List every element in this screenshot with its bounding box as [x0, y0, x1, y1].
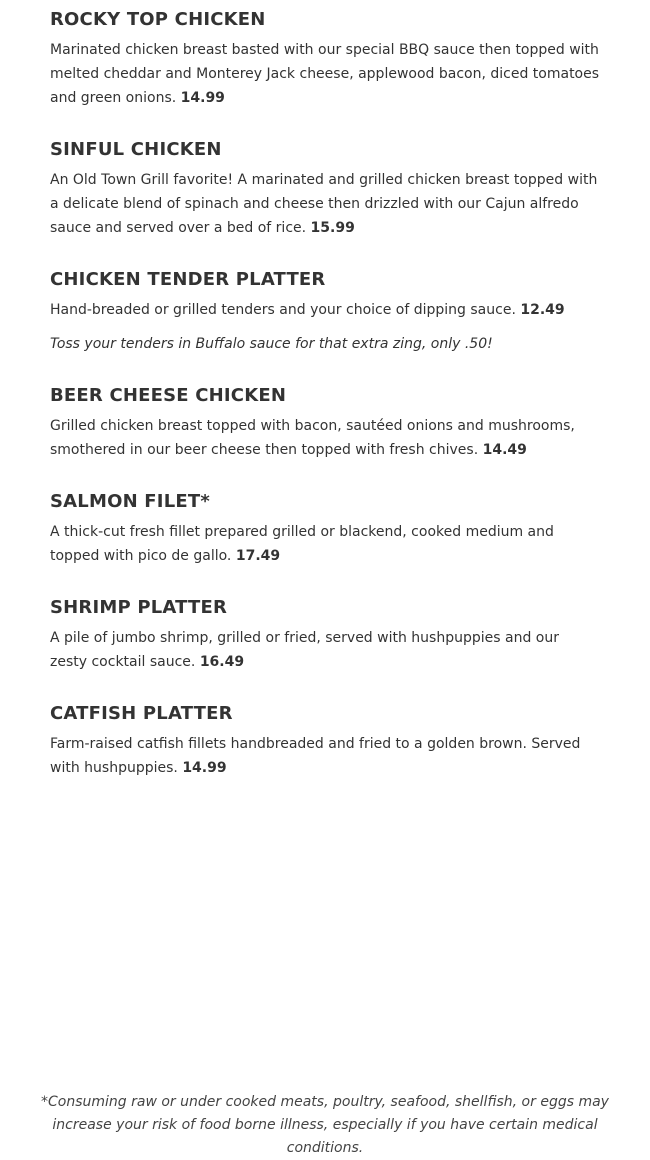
description-text: A pile of jumbo shrimp, grilled or fried, served with hushpuppies and our zesty cocktail sauce. — [50, 630, 559, 670]
menu-item-price: 12.49 — [520, 302, 565, 318]
menu-item-description — [50, 732, 600, 780]
description-text: Marinated chicken breast basted with our special BBQ sauce then topped with melted cheddar and Monterey Jack cheese, applewood bacon, diced tomatoes and green onions. — [50, 42, 600, 106]
menu-item-catfish-platter — [50, 702, 600, 780]
menu-item-description — [50, 38, 600, 110]
menu-item-beer-cheese-chicken — [50, 384, 600, 462]
menu-item-price: 14.49 — [482, 442, 527, 458]
menu-item-price: 14.99 — [180, 90, 225, 106]
menu-item-price: 16.49 — [199, 654, 245, 670]
menu-item-price: 15.99 — [310, 220, 355, 236]
menu-item-rocky-top-chicken — [50, 8, 600, 110]
menu-item-description — [50, 414, 600, 462]
menu-item-price: 17.49 — [235, 548, 281, 564]
menu-item-title: SALMON FILET* — [50, 491, 210, 512]
menu-item-price: 14.99 — [182, 760, 227, 776]
menu-item-salmon-filet — [50, 490, 600, 568]
menu-item-title: SHRIMP PLATTER — [50, 597, 228, 618]
menu-item-title: CATFISH PLATTER — [50, 703, 233, 724]
description-text: A thick-cut fresh fillet prepared grilled or blackend, cooked medium and topped with pico de gallo. — [50, 524, 554, 564]
menu-item-title: BEER CHEESE CHICKEN — [50, 385, 287, 406]
description-text: An Old Town Grill favorite! A marinated and grilled chicken breast topped with a delicate blend of spinach and cheese then drizzled with our Cajun alfredo sauce and served over a bed of rice. — [50, 172, 598, 236]
description-text: Hand-breaded or grilled tenders and your choice of dipping sauce. — [50, 302, 516, 318]
description-text: Farm-raised catfish fillets handbreaded and fried to a golden brown. Served with hushpuppies. — [50, 736, 581, 776]
menu-item-chicken-tender-platter — [50, 268, 600, 356]
menu-item-title: ROCKY TOP CHICKEN — [50, 9, 266, 30]
description-text: Grilled chicken breast topped with bacon, sautéed onions and mushrooms, smothered in our beer cheese then topped with fresh chives. — [50, 418, 575, 458]
menu-item-title: SINFUL CHICKEN — [50, 139, 222, 160]
food-safety-disclaimer: *Consuming raw or under cooked meats, poultry, seafood, shellfish, or eggs may increase your risk of food borne illness, especially if you have certain medical conditions. — [41, 1094, 609, 1156]
menu-list — [50, 8, 600, 808]
menu-item-shrimp-platter — [50, 596, 600, 674]
menu-item-description — [50, 626, 600, 674]
menu-item-title: CHICKEN TENDER PLATTER — [50, 269, 326, 290]
menu-item-note: Toss your tenders in Buffalo sauce for that extra zing, only .50! — [50, 336, 493, 352]
menu-item-description — [50, 168, 600, 240]
menu-item-sinful-chicken — [50, 138, 600, 240]
menu-item-description — [50, 298, 600, 322]
menu-item-description — [50, 520, 600, 568]
